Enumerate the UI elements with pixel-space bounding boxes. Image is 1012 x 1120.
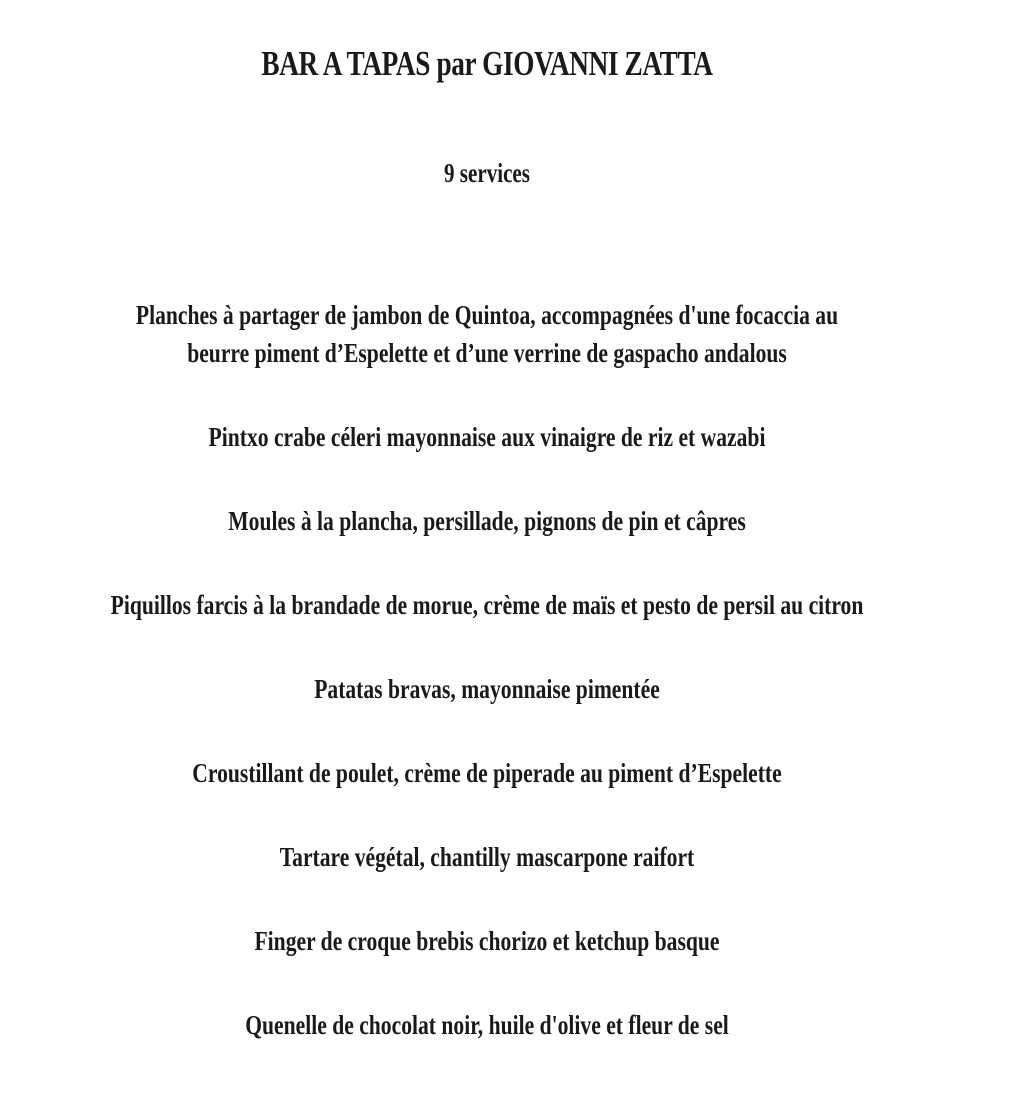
menu-item-5: Patatas bravas, mayonnaise pimentée (314, 674, 660, 704)
menu-item-3: Moules à la plancha, persillade, pignons de pin et câpres (228, 506, 746, 536)
services-count: 9 services (444, 158, 530, 188)
menu-item-6: Croustillant de poulet, crème de piperade au piment d’Espelette (192, 758, 782, 788)
menu-item-1: Planches à partager de jambon de Quintoa, accompagnées d'une focaccia au beurre piment d’Espelette et d’une verrine de gaspacho andalous (135, 300, 839, 368)
menu-list (0, 296, 974, 1090)
menu-item-7: Tartare végétal, chantilly mascarpone raifort (279, 842, 695, 872)
menu-item-8: Finger de croque brebis chorizo et ketchup basque (254, 926, 720, 956)
menu-item-4: Piquillos farcis à la brandade de morue, crème de maïs et pesto de persil au citron (110, 590, 864, 620)
menu-item-9: Quenelle de chocolat noir, huile d'olive et fleur de sel (245, 1010, 729, 1040)
menu-item-2: Pintxo crabe céleri mayonnaise aux vinaigre de riz et wazabi (208, 422, 766, 452)
page-title: BAR A TAPAS par GIOVANNI ZATTA (261, 44, 713, 83)
